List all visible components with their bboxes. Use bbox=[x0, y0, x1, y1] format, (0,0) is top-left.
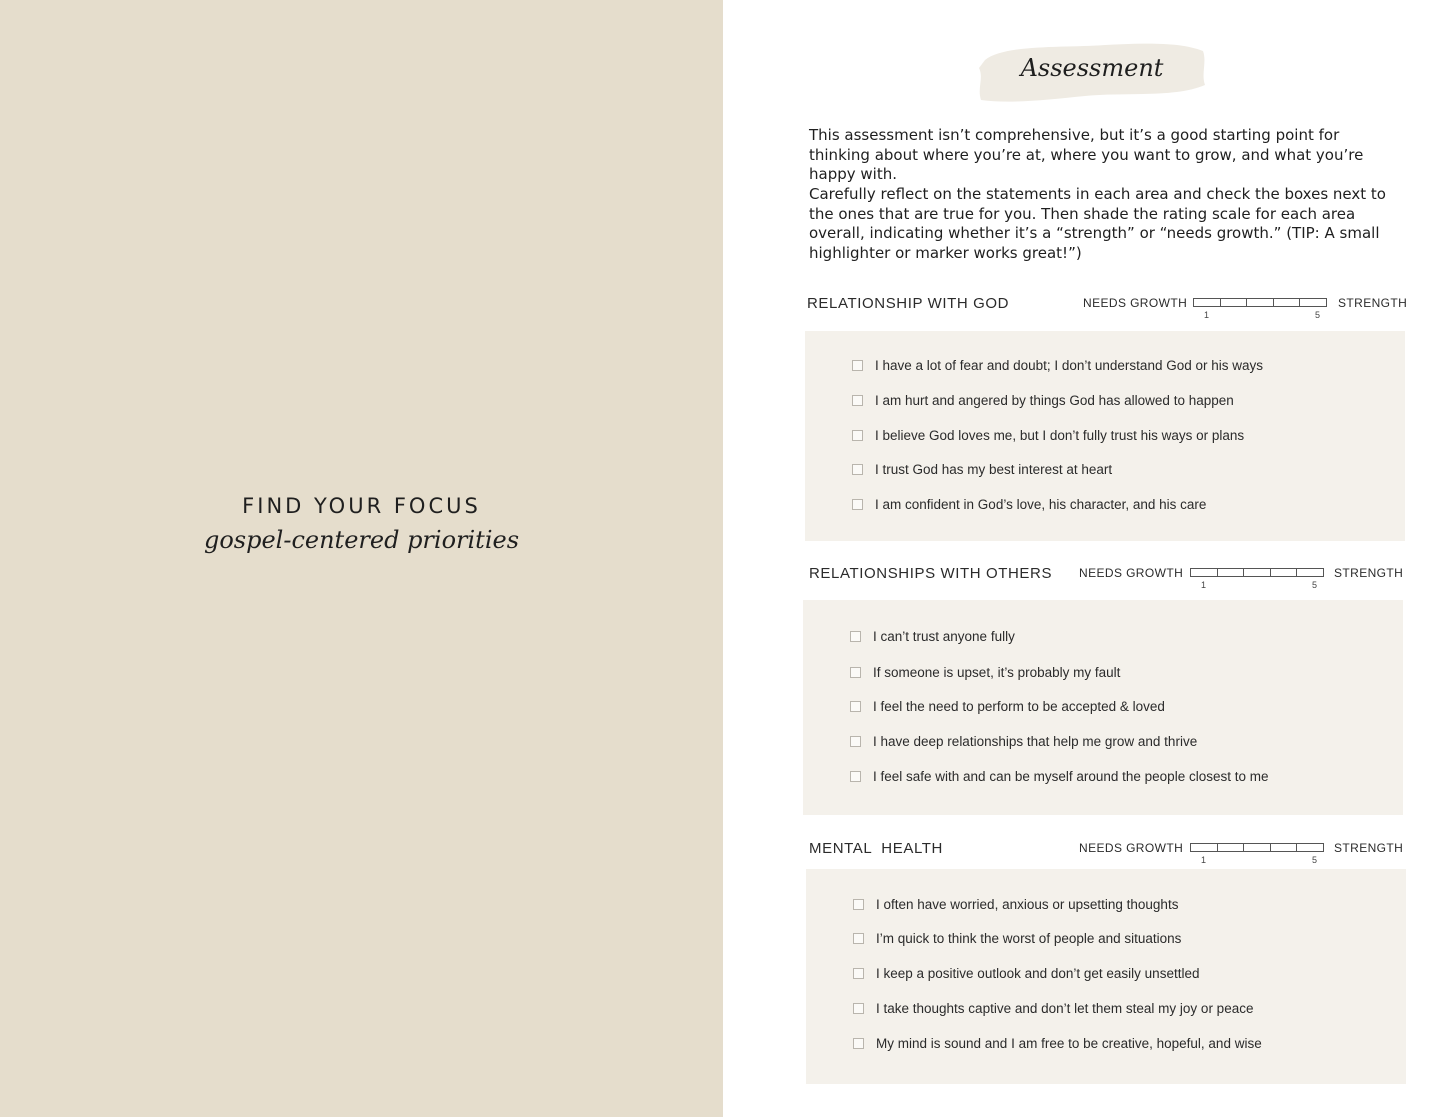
rating-scale[interactable] bbox=[1190, 843, 1324, 852]
needs-growth-label: NEEDS GROWTH bbox=[1079, 566, 1184, 580]
strength-label: STRENGTH bbox=[1338, 296, 1408, 310]
rating-cell[interactable] bbox=[1218, 844, 1245, 851]
scale-max-label: 5 bbox=[1312, 855, 1318, 865]
rating-cell[interactable] bbox=[1194, 299, 1221, 306]
checkbox[interactable] bbox=[850, 701, 861, 712]
assessment-heading bbox=[975, 38, 1209, 108]
checklist-item[interactable] bbox=[853, 998, 1253, 1018]
scale-max-label: 5 bbox=[1315, 310, 1321, 320]
section-header-relationships-with-others bbox=[723, 565, 1445, 605]
checklist-item[interactable] bbox=[852, 425, 1244, 445]
rating-cell[interactable] bbox=[1244, 569, 1271, 576]
needs-growth-label: NEEDS GROWTH bbox=[1079, 841, 1184, 855]
rating-scale[interactable] bbox=[1190, 568, 1324, 577]
item-label: I’m quick to think the worst of people and situations bbox=[876, 930, 1182, 946]
checkbox[interactable] bbox=[853, 1038, 864, 1049]
rating-scale[interactable] bbox=[1193, 298, 1327, 307]
item-label: I take thoughts captive and don’t let them steal my joy or peace bbox=[876, 1000, 1254, 1016]
intro-paragraph-2: Carefully reflect on the statements in each area and check the boxes next to the ones that are true for you. Then shade the rating scale for each area overall, indicating whether it’s a “strength” or “needs growth.” (TIP: A small highlighter or marker works great!”) bbox=[809, 185, 1386, 262]
item-label: I have deep relationships that help me grow and thrive bbox=[873, 733, 1198, 749]
scale-min-label: 1 bbox=[1201, 580, 1207, 590]
item-label: I have a lot of fear and doubt; I don’t understand God or his ways bbox=[875, 357, 1263, 373]
checkbox[interactable] bbox=[850, 771, 861, 782]
checkbox[interactable] bbox=[852, 499, 863, 510]
checklist-item[interactable] bbox=[850, 626, 1015, 646]
checklist-item[interactable] bbox=[853, 1033, 1262, 1053]
right-page bbox=[723, 0, 1445, 1117]
section-header-relationship-with-god bbox=[723, 295, 1445, 335]
checkbox[interactable] bbox=[850, 631, 861, 642]
item-label: If someone is upset, it’s probably my fault bbox=[873, 664, 1121, 680]
checklist-item[interactable] bbox=[852, 390, 1234, 410]
checkbox[interactable] bbox=[852, 464, 863, 475]
item-label: I feel safe with and can be myself around the people closest to me bbox=[873, 768, 1269, 784]
page-heading: Assessment bbox=[1020, 54, 1164, 82]
checkbox[interactable] bbox=[853, 933, 864, 944]
checkbox[interactable] bbox=[852, 395, 863, 406]
checkbox[interactable] bbox=[852, 360, 863, 371]
section-items-mental-health bbox=[806, 869, 1406, 1084]
focus-title: FIND YOUR FOCUS bbox=[242, 494, 481, 518]
scale-min-label: 1 bbox=[1204, 310, 1210, 320]
item-label: I can’t trust anyone fully bbox=[873, 628, 1015, 644]
item-label: I am hurt and angered by things God has allowed to happen bbox=[875, 392, 1234, 408]
item-label: I keep a positive outlook and don’t get easily unsettled bbox=[876, 965, 1200, 981]
intro-paragraph-1: This assessment isn’t comprehensive, but it’s a good starting point for thinking about where you’re at, where you want to grow, and what you’re happy with. bbox=[809, 126, 1364, 183]
rating-cell[interactable] bbox=[1191, 844, 1218, 851]
checklist-item[interactable] bbox=[850, 766, 1268, 786]
section-items-relationships-with-others bbox=[803, 600, 1403, 815]
checklist-item[interactable] bbox=[852, 355, 1263, 375]
item-label: I believe God loves me, but I don’t fully trust his ways or plans bbox=[875, 427, 1245, 443]
rating-cell[interactable] bbox=[1244, 844, 1271, 851]
scale-min-label: 1 bbox=[1201, 855, 1207, 865]
checkbox[interactable] bbox=[853, 1003, 864, 1014]
rating-cell[interactable] bbox=[1218, 569, 1245, 576]
checklist-item[interactable] bbox=[850, 662, 1120, 682]
rating-cell[interactable] bbox=[1247, 299, 1274, 306]
item-label: I often have worried, anxious or upsetting thoughts bbox=[876, 896, 1179, 912]
checklist-item[interactable] bbox=[852, 494, 1206, 514]
rating-cell[interactable] bbox=[1191, 569, 1218, 576]
rating-cell[interactable] bbox=[1300, 299, 1326, 306]
strength-label: STRENGTH bbox=[1334, 841, 1404, 855]
checklist-item[interactable] bbox=[852, 459, 1112, 479]
rating-cell[interactable] bbox=[1297, 844, 1323, 851]
checkbox[interactable] bbox=[852, 430, 863, 441]
checkbox[interactable] bbox=[850, 736, 861, 747]
rating-cell[interactable] bbox=[1271, 844, 1298, 851]
checkbox[interactable] bbox=[850, 667, 861, 678]
checklist-item[interactable] bbox=[850, 731, 1197, 751]
section-title: RELATIONSHIPS WITH OTHERS bbox=[809, 565, 1053, 582]
section-title: MENTAL HEALTH bbox=[809, 840, 943, 857]
focus-subtitle: gospel-centered priorities bbox=[203, 526, 520, 554]
item-label: I trust God has my best interest at heart bbox=[875, 461, 1113, 477]
item-label: My mind is sound and I am free to be creative, hopeful, and wise bbox=[876, 1035, 1262, 1051]
checklist-item[interactable] bbox=[853, 928, 1181, 948]
strength-label: STRENGTH bbox=[1334, 566, 1404, 580]
rating-cell[interactable] bbox=[1274, 299, 1301, 306]
checklist-item[interactable] bbox=[853, 894, 1178, 914]
item-label: I am confident in God’s love, his character, and his care bbox=[875, 496, 1207, 512]
section-title: RELATIONSHIP WITH GOD bbox=[807, 295, 1010, 312]
rating-cell[interactable] bbox=[1271, 569, 1298, 576]
item-label: I feel the need to perform to be accepted & loved bbox=[873, 698, 1165, 714]
section-items-relationship-with-god bbox=[805, 331, 1405, 541]
checkbox[interactable] bbox=[853, 899, 864, 910]
checklist-item[interactable] bbox=[850, 696, 1165, 716]
rating-cell[interactable] bbox=[1221, 299, 1248, 306]
needs-growth-label: NEEDS GROWTH bbox=[1083, 296, 1188, 310]
scale-max-label: 5 bbox=[1312, 580, 1318, 590]
rating-cell[interactable] bbox=[1297, 569, 1323, 576]
checkbox[interactable] bbox=[853, 968, 864, 979]
checklist-item[interactable] bbox=[853, 963, 1199, 983]
